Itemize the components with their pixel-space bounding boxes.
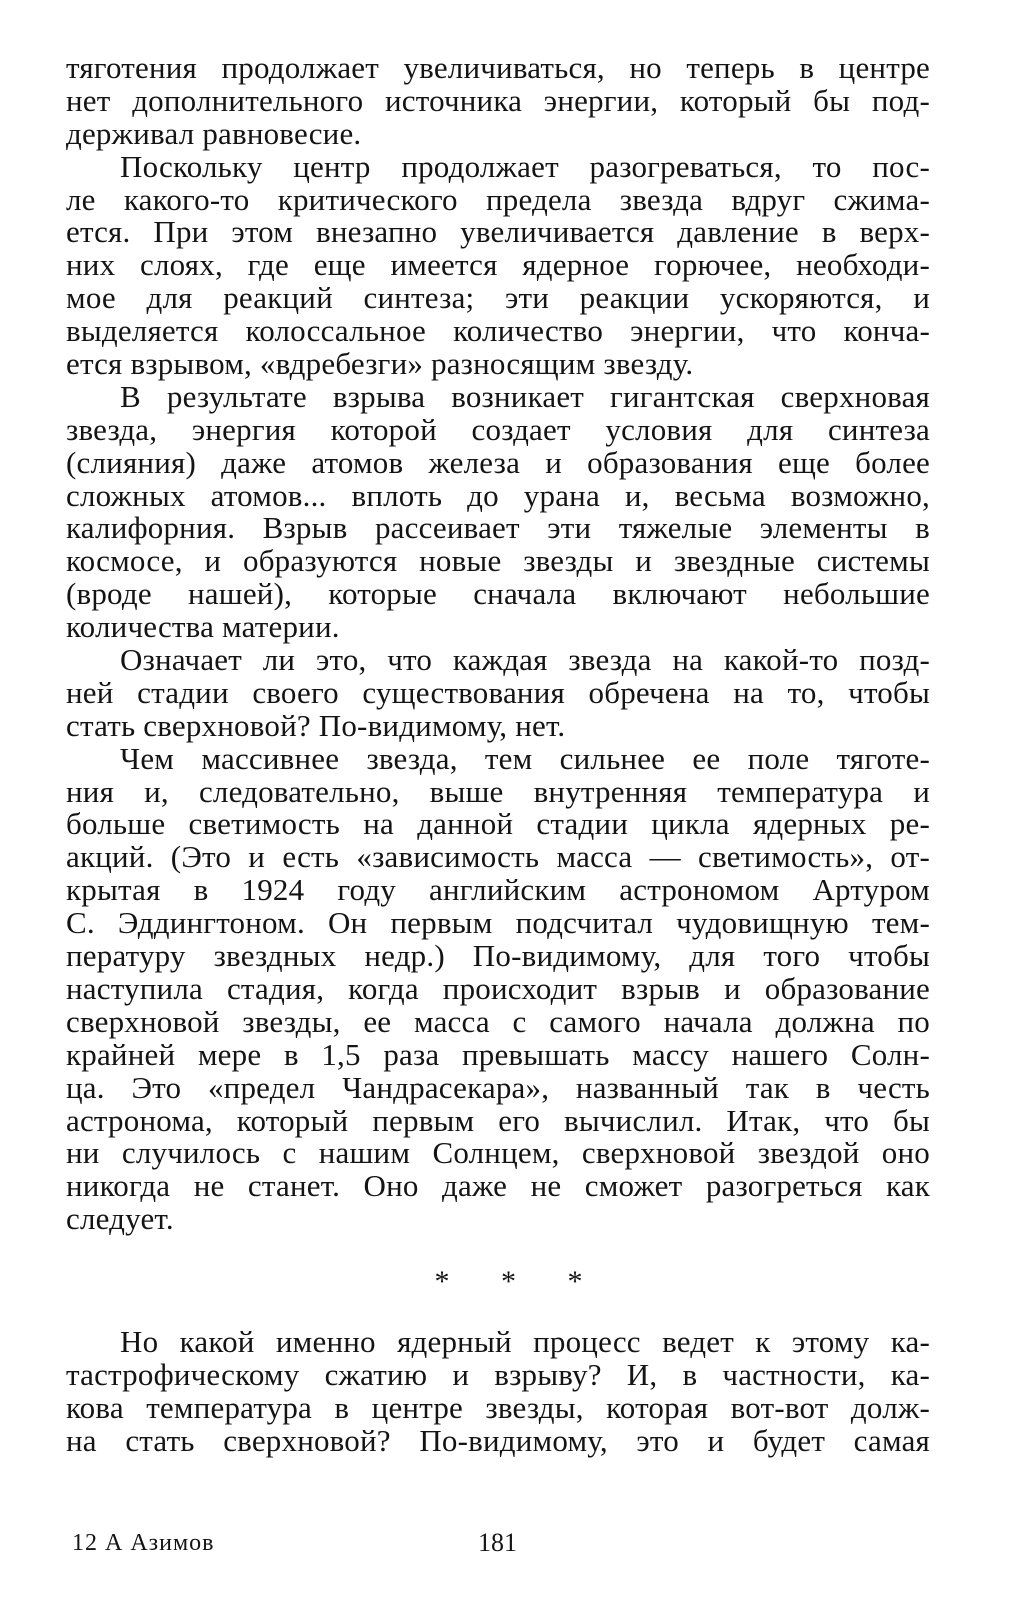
text-line: (слияния) даже атомов железа и образования еще более	[66, 444, 930, 480]
text-line: крайней мере в 1,5 раза превышать массу нашего Солн-	[66, 1036, 930, 1072]
text-line: сверхновой звезды, ее масса с самого начала должна по	[66, 1003, 930, 1039]
text-line: акций. (Это и есть «зависимость масса — светимость», от-	[66, 839, 930, 875]
main-text	[66, 52, 930, 1236]
paragraph	[66, 148, 930, 382]
text-line: ния и, следовательно, выше внутренняя температура и	[66, 773, 930, 809]
section-separator: * * *	[434, 1265, 605, 1298]
text-line: тастрофическому сжатию и взрыву? И, в частности, ка-	[66, 1356, 930, 1392]
paragraph	[66, 378, 930, 645]
printer-signature: 12 А Азимов	[72, 1530, 215, 1556]
text-line: (вроде нашей), которые сначала включают небольшие	[66, 576, 930, 612]
text-line: больше светимость на данной стадии цикла ядерных ре-	[66, 806, 930, 842]
text-line: астронома, который первым его вычислил. Итак, что бы	[66, 1102, 930, 1138]
text-line: выделяется колоссальное количество энергии, что конча-	[66, 313, 930, 349]
text-line: никогда не станет. Оно даже не сможет разогреться как	[66, 1168, 930, 1204]
text-line: ется. При этом внезапно увеличивается давление в верх-	[66, 214, 930, 250]
paragraph	[66, 52, 930, 151]
text-line: них слоях, где еще имеется ядерное горючее, необходи-	[66, 247, 930, 283]
text-line: Означает ли это, что каждая звезда на какой-то позд-	[120, 642, 930, 678]
paragraph	[66, 644, 930, 743]
text-line: количества материи.	[66, 609, 340, 645]
text-line: нет дополнительного источника энергии, который бы под-	[66, 82, 930, 118]
text-line: кова температура в центре звезды, которая вот-вот долж-	[66, 1389, 930, 1425]
text-line: пературу звездных недр.) По-видимому, для того чтобы	[66, 938, 930, 974]
text-line: на стать сверхновой? По-видимому, это и будет самая	[66, 1422, 930, 1458]
text-line: В результате взрыва возникает гигантская сверхновая	[120, 378, 930, 414]
text-line: Поскольку центр продолжает разогреваться, то пос-	[120, 148, 930, 184]
text-line: наступила стадия, когда происходит взрыв и образование	[66, 970, 930, 1006]
text-line: ле какого-то критического предела звезда вдруг сжима-	[66, 181, 930, 217]
text-line: Но какой именно ядерный процесс ведет к этому ка-	[120, 1324, 930, 1359]
text-line: ней стадии своего существования обречена на то, чтобы	[66, 674, 930, 710]
page-number: 181	[478, 1528, 517, 1557]
text-line: стать сверхновой? По-видимому, нет.	[66, 707, 566, 743]
text-line: крытая в 1924 году английским астрономом Артуром	[66, 872, 930, 908]
text-line: С. Эддингтоном. Он первым подсчитал чудовищную тем-	[66, 905, 930, 941]
text-line: ется взрывом, «вдребезги» разносящим звезду.	[66, 346, 694, 382]
text-line: ни случилось с нашим Солнцем, сверхновой звездой оно	[66, 1135, 930, 1171]
text-line: космосе, и образуются новые звезды и звездные системы	[66, 543, 930, 579]
text-line: калифорния. Взрыв рассеивает эти тяжелые элементы в	[66, 510, 930, 546]
section-two-text	[66, 1326, 930, 1458]
text-line: звезда, энергия которой создает условия для синтеза	[66, 411, 930, 447]
text-line: держивал равновесие.	[66, 115, 362, 151]
text-line: следует.	[66, 1201, 174, 1237]
text-line: ца. Это «предел Чандрасекара», названный так в честь	[66, 1069, 930, 1105]
text-line: тяготения продолжает увеличиваться, но теперь в центре	[66, 50, 930, 85]
text-line: мое для реакций синтеза; эти реакции ускоряются, и	[66, 280, 930, 316]
text-line: сложных атомов... вплоть до урана и, весьма возможно,	[66, 477, 930, 513]
text-line: Чем массивнее звезда, тем сильнее ее поле тяготе-	[120, 740, 930, 776]
paragraph	[66, 740, 930, 1237]
